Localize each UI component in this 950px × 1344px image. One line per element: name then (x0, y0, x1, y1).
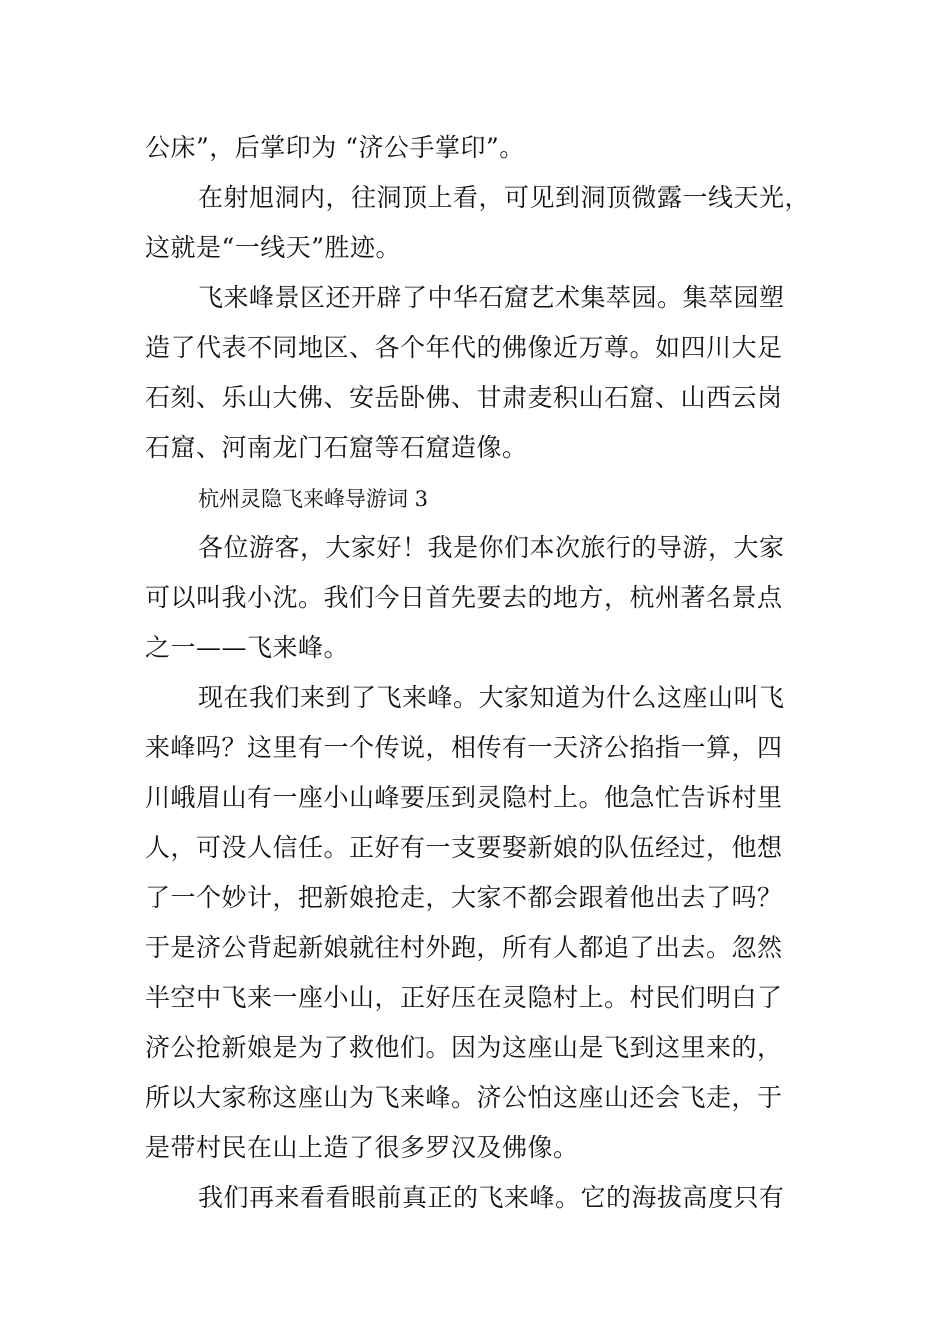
paragraph-5-line-10: 是带村民在山上造了很多罗汉及佛像。 (145, 1133, 579, 1162)
paragraph-3-line-3: 石刻、乐山大佛、安岳卧佛、甘肃麦积山石窟、山西云岗 (145, 383, 783, 412)
paragraph-4-line-2: 可以叫我小沈。我们今日首先要去的地方，杭州著名景点 (145, 583, 783, 612)
paragraph-5-line-2: 来峰吗？这里有一个传说，相传有一天济公掐指一算，四 (145, 733, 783, 762)
paragraph-5-line-4: 人，可没人信任。正好有一支要娶新娘的队伍经过，他想 (145, 833, 783, 862)
paragraph-4-line-1: 各位游客，大家好！我是你们本次旅行的导游，大家 (198, 533, 785, 562)
paragraph-6-line-1: 我们再来看看眼前真正的飞来峰。它的海拔高度只有 (198, 1183, 785, 1212)
paragraph-3-line-4: 石窟、河南龙门石窟等石窟造像。 (145, 433, 528, 462)
paragraph-2-line-2: 这就是“一线天”胜迹。 (145, 233, 402, 262)
paragraph-5-line-7: 半空中飞来一座小山，正好压在灵隐村上。村民们明白了 (145, 983, 783, 1012)
paragraph-5-line-9: 所以大家称这座山为飞来峰。济公怕这座山还会飞走，于 (145, 1083, 783, 1112)
paragraph-3-line-2: 造了代表不同地区、各个年代的佛像近万尊。如四川大足 (145, 333, 783, 362)
paragraph-4-line-3: 之一——飞来峰。 (145, 633, 350, 662)
paragraph-5-line-1: 现在我们来到了飞来峰。大家知道为什么这座山叫飞 (198, 683, 785, 712)
paragraph-3-line-1: 飞来峰景区还开辟了中华石窟艺术集萃园。集萃园塑 (198, 283, 785, 312)
paragraph-2-line-1: 在射旭洞内，往洞顶上看，可见到洞顶微露一线天光， (198, 183, 811, 212)
paragraph-5-line-5: 了一个妙计，把新娘抢走，大家不都会跟着他出去了吗？ (145, 883, 783, 912)
paragraph-1-line-1: 公床”，后掌印为 “济公手掌印”。 (145, 133, 525, 162)
paragraph-5-line-3: 川峨眉山有一座小山峰要压到灵隐村上。他急忙告诉村里 (145, 783, 783, 812)
paragraph-5-line-8: 济公抢新娘是为了救他们。因为这座山是飞到这里来的， (145, 1033, 783, 1062)
paragraph-5-line-6: 于是济公背起新娘就往村外跑，所有人都追了出去。忽然 (145, 933, 783, 962)
section-heading: 杭州灵隐飞来峰导游词 3 (198, 487, 429, 511)
